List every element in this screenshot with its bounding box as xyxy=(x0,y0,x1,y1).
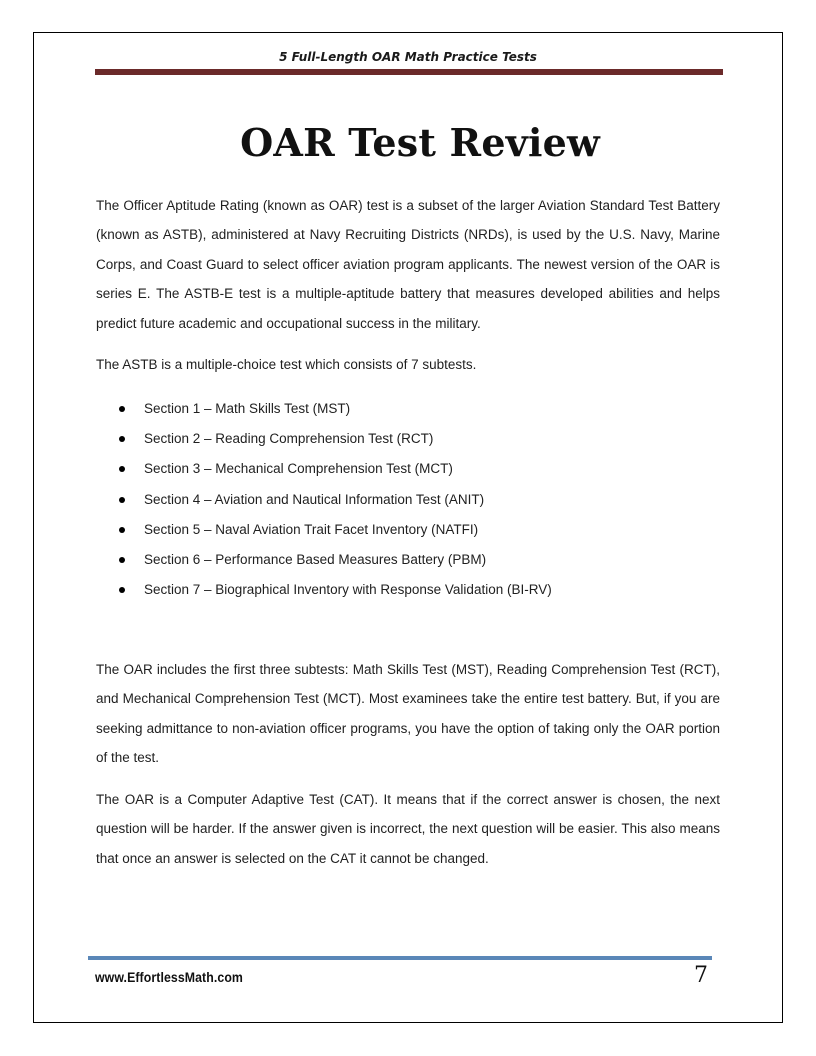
list-item-label: Section 7 – Biographical Inventory with Response Validation (BI-RV) xyxy=(144,582,552,598)
bullet-icon xyxy=(119,406,125,412)
footer-rule xyxy=(88,956,712,960)
intro-paragraph: The Officer Aptitude Rating (known as OAR) test is a subset of the larger Aviation Standard Test Battery (known as ASTB), administered at Navy Recruiting Districts (NRDs), is used by the U.S. Navy, Marine Corps, and Coast Guard to select officer aviation program applicants. The newest version of the OAR is series E. The ASTB-E test is a multiple-aptitude battery that measures developed abilities and helps predict future academic and occupational success in the military. xyxy=(96,198,720,331)
bullet-icon xyxy=(119,466,125,472)
bullet-icon xyxy=(119,527,125,533)
list-item-label: Section 1 – Math Skills Test (MST) xyxy=(144,401,351,416)
list-item xyxy=(118,394,552,424)
list-item-label: Section 4 – Aviation and Nautical Information Test (ANIT) xyxy=(144,491,485,507)
list-item-label: Section 5 – Naval Aviation Trait Facet Inventory (NATFI) xyxy=(144,521,479,537)
bullet-icon xyxy=(119,497,125,503)
cat-paragraph: The OAR is a Computer Adaptive Test (CAT). It means that if the correct answer is chosen, the next question will be harder. If the answer given is incorrect, the next question will be easier. This also means that once an answer is selected on the CAT it cannot be changed. xyxy=(96,792,720,866)
list-item xyxy=(118,454,552,484)
list-item-label: Section 6 – Performance Based Measures Battery (PBM) xyxy=(144,551,487,567)
page-title: OAR Test Review xyxy=(240,120,600,166)
list-item xyxy=(118,515,552,545)
bullet-icon xyxy=(119,557,125,563)
subtests-intro-paragraph: The ASTB is a multiple-choice test which consists of 7 subtests. xyxy=(96,357,477,372)
list-item xyxy=(118,485,552,515)
section-list xyxy=(118,394,552,605)
bullet-icon xyxy=(119,587,125,593)
oar-subtests-paragraph: The OAR includes the first three subtests: Math Skills Test (MST), Reading Comprehension Test (RCT), and Mechanical Comprehension Test (MCT). Most examinees take the entire test battery. But, if you are seeking admittance to non-aviation officer programs, you have the option of taking only the OAR portion of the test. xyxy=(96,662,720,766)
footer-website-link[interactable]: www.EffortlessMath.com xyxy=(95,969,243,985)
bullet-icon xyxy=(119,436,125,442)
list-item xyxy=(118,424,552,454)
list-item xyxy=(118,545,552,575)
running-header: 5 Full-Length OAR Math Practice Tests xyxy=(279,50,537,64)
page-number: 7 xyxy=(694,963,708,988)
header-rule xyxy=(95,69,723,75)
list-item-label: Section 3 – Mechanical Comprehension Test (MCT) xyxy=(144,461,453,477)
list-item xyxy=(118,575,552,605)
list-item-label: Section 2 – Reading Comprehension Test (RCT) xyxy=(144,431,434,447)
